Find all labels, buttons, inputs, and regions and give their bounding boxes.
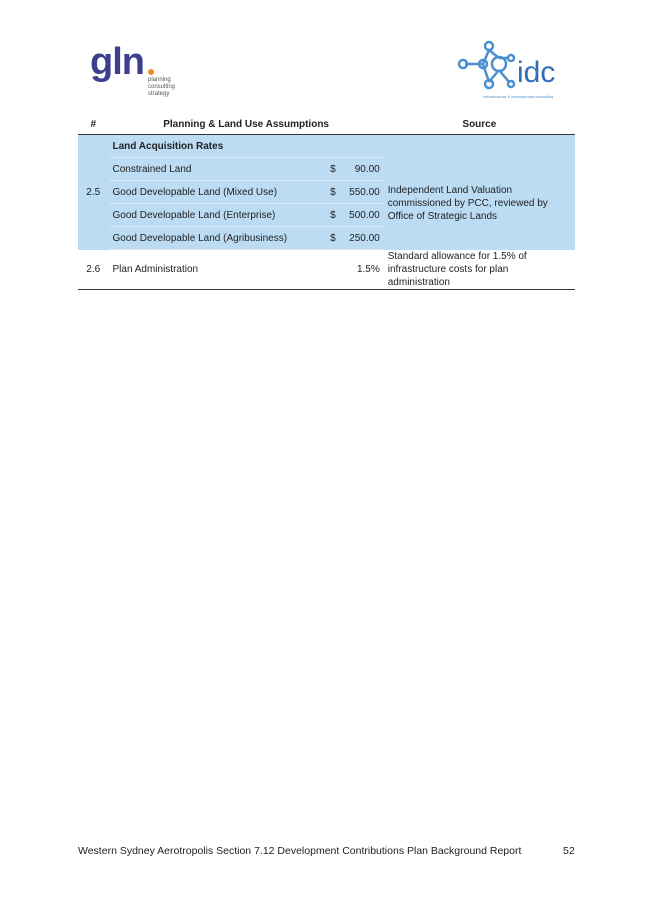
col-header-source: Source [384, 114, 575, 135]
empty-cell [384, 135, 575, 158]
row-label: Plan Administration [109, 250, 327, 290]
idc-tagline: infrastructure & development consulting [483, 94, 554, 99]
source-text: Standard allowance for 1.5% of infrastructure costs for plan administration [384, 250, 575, 290]
row-label: Good Developable Land (Agribusiness) [109, 227, 327, 250]
gln-tagline-line: strategy [148, 91, 170, 97]
currency-symbol: $ [326, 158, 344, 181]
gln-tagline-line: consulting [148, 84, 176, 90]
row-label: Constrained Land [109, 158, 327, 181]
idc-network-icon [453, 38, 578, 104]
assumptions-table [78, 114, 575, 290]
table-row [78, 250, 575, 290]
row-number: 2.5 [78, 135, 109, 250]
table-row [78, 135, 575, 158]
gln-dot-icon [148, 69, 154, 75]
empty-cell [344, 135, 383, 158]
row-label: Good Developable Land (Enterprise) [109, 204, 327, 227]
gln-logo [90, 42, 200, 102]
row-number: 2.6 [78, 250, 109, 290]
currency-symbol: $ [326, 204, 344, 227]
row-value: 1.5% [326, 250, 384, 290]
source-text: Independent Land Valuation commissioned by PCC, reviewed by Office of Strategic Lands [384, 158, 575, 250]
idc-logo [453, 38, 578, 104]
group-title: Land Acquisition Rates [109, 135, 327, 158]
idc-wordmark: idc [517, 56, 556, 89]
table-header-row [78, 114, 575, 135]
row-value: 90.00 [344, 158, 383, 181]
row-value: 500.00 [344, 204, 383, 227]
currency-symbol: $ [326, 181, 344, 204]
gln-wordmark: gln [90, 41, 144, 83]
empty-cell [326, 135, 344, 158]
gln-tagline [148, 77, 198, 98]
row-label: Good Developable Land (Mixed Use) [109, 181, 327, 204]
currency-symbol: $ [326, 227, 344, 250]
table-row [78, 158, 575, 181]
col-header-assumption: Planning & Land Use Assumptions [109, 114, 384, 135]
col-header-num: # [78, 114, 109, 135]
row-value: 250.00 [344, 227, 383, 250]
row-value: 550.00 [344, 181, 383, 204]
gln-tagline-line: planning [148, 77, 171, 83]
footer-title: Western Sydney Aerotropolis Section 7.12 Development Contributions Plan Background Report [78, 845, 522, 857]
page-number: 52 [563, 845, 575, 857]
